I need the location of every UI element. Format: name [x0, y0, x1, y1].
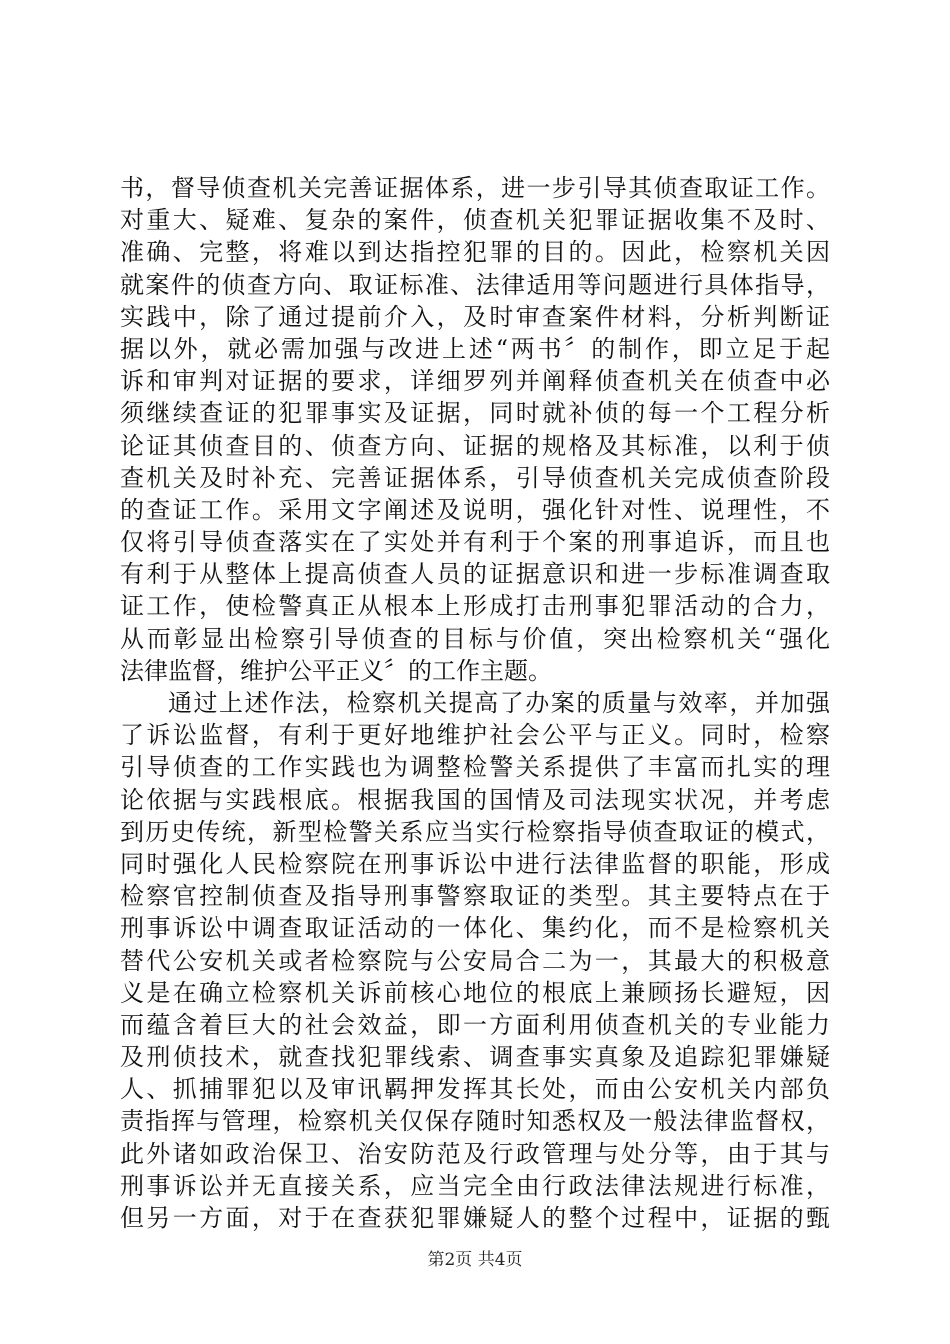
text-line: 准确、完整，将难以到达指控犯罪的目的。因此，检察机关因	[120, 238, 830, 267]
text-line: 实践中，除了通过提前介入，及时审查案件材料，分析判断证	[120, 302, 830, 331]
text-line: 证工作，使检警真正从根本上形成打击刑事犯罪活动的合力，	[120, 592, 830, 621]
text-line: 责指挥与管理，检察机关仅保存随时知悉权及一般法律监督权，	[120, 1107, 830, 1136]
paragraph-first-line: 通过上述作法，检察机关提高了办案的质量与效率，并加强	[168, 689, 830, 717]
text-line: 书，督导侦查机关完善证据体系，进一步引导其侦查取证工作。	[120, 174, 830, 202]
text-line: 及刑侦技术，就查找犯罪线索、调查事实真象及追踪犯罪嫌疑	[120, 1043, 830, 1072]
text-line: 检察官控制侦查及指导刑事警察取证的类型。其主要特点在于	[120, 882, 830, 911]
body-text	[120, 172, 830, 1234]
text-line: 诉和审判对证据的要求，详细罗列并阐释侦查机关在侦查中必	[120, 367, 830, 396]
text-line: 此外诸如政治保卫、治安防范及行政管理与处分等，由于其与	[120, 1139, 830, 1168]
text-line: 但另一方面，对于在查获犯罪嫌疑人的整个过程中，证据的甄	[120, 1204, 830, 1232]
text-line: 论证其侦查目的、侦查方向、证据的规格及其标准，以利于侦	[120, 431, 830, 460]
text-line: 法律监督，维护公平正义〞的工作主题。	[120, 656, 552, 685]
text-line: 义是在确立检察机关诉前核心地位的根底上兼顾扬长避短，因	[120, 978, 830, 1007]
text-line: 仅将引导侦查落实在了实处并有利于个案的刑事追诉，而且也	[120, 528, 830, 557]
text-line: 同时强化人民检察院在刑事诉讼中进行法律监督的职能，形成	[120, 849, 830, 878]
text-line: 刑事诉讼中调查取证活动的一体化、集约化，而不是检察机关	[120, 914, 830, 943]
page-number-footer: 第2页 共4页	[427, 1250, 523, 1270]
text-line: 查机关及时补充、完善证据体系，引导侦查机关完成侦查阶段	[120, 463, 830, 492]
text-line: 须继续查证的犯罪事实及证据，同时就补侦的每一个工程分析	[120, 399, 830, 428]
text-line: 人、抓捕罪犯以及审讯羁押发挥其长处，而由公安机关内部负	[120, 1075, 830, 1104]
text-line: 从而彰显出检察引导侦查的目标与价值，突出检察机关“强化	[120, 624, 830, 653]
text-line: 引导侦查的工作实践也为调整检警关系提供了丰富而扎实的理	[120, 753, 830, 782]
text-line: 而蕴含着巨大的社会效益，即一方面利用侦查机关的专业能力	[120, 1010, 830, 1039]
text-line: 刑事诉讼并无直接关系，应当完全由行政法律法规进行标准，	[120, 1171, 830, 1200]
text-line: 了诉讼监督，有利于更好地维护社会公平与正义。同时，检察	[120, 721, 830, 750]
text-line: 对重大、疑难、复杂的案件，侦查机关犯罪证据收集不及时、	[120, 206, 830, 235]
text-line: 到历史传统，新型检警关系应当实行检察指导侦查取证的模式，	[120, 817, 830, 846]
text-line: 的查证工作。采用文字阐述及说明，强化针对性、说理性，不	[120, 495, 830, 524]
text-line: 替代公安机关或者检察院与公安局合二为一，其最大的积极意	[120, 946, 830, 975]
text-line: 有利于从整体上提高侦查人员的证据意识和进一步标准调查取	[120, 560, 830, 589]
text-line: 据以外，就必需加强与改进上述“两书〞的制作，即立足于起	[120, 334, 830, 363]
text-line: 就案件的侦查方向、取证标准、法律适用等问题进行具体指导，	[120, 270, 830, 299]
text-line: 论依据与实践根底。根据我国的国情及司法现实状况，并考虑	[120, 785, 830, 814]
